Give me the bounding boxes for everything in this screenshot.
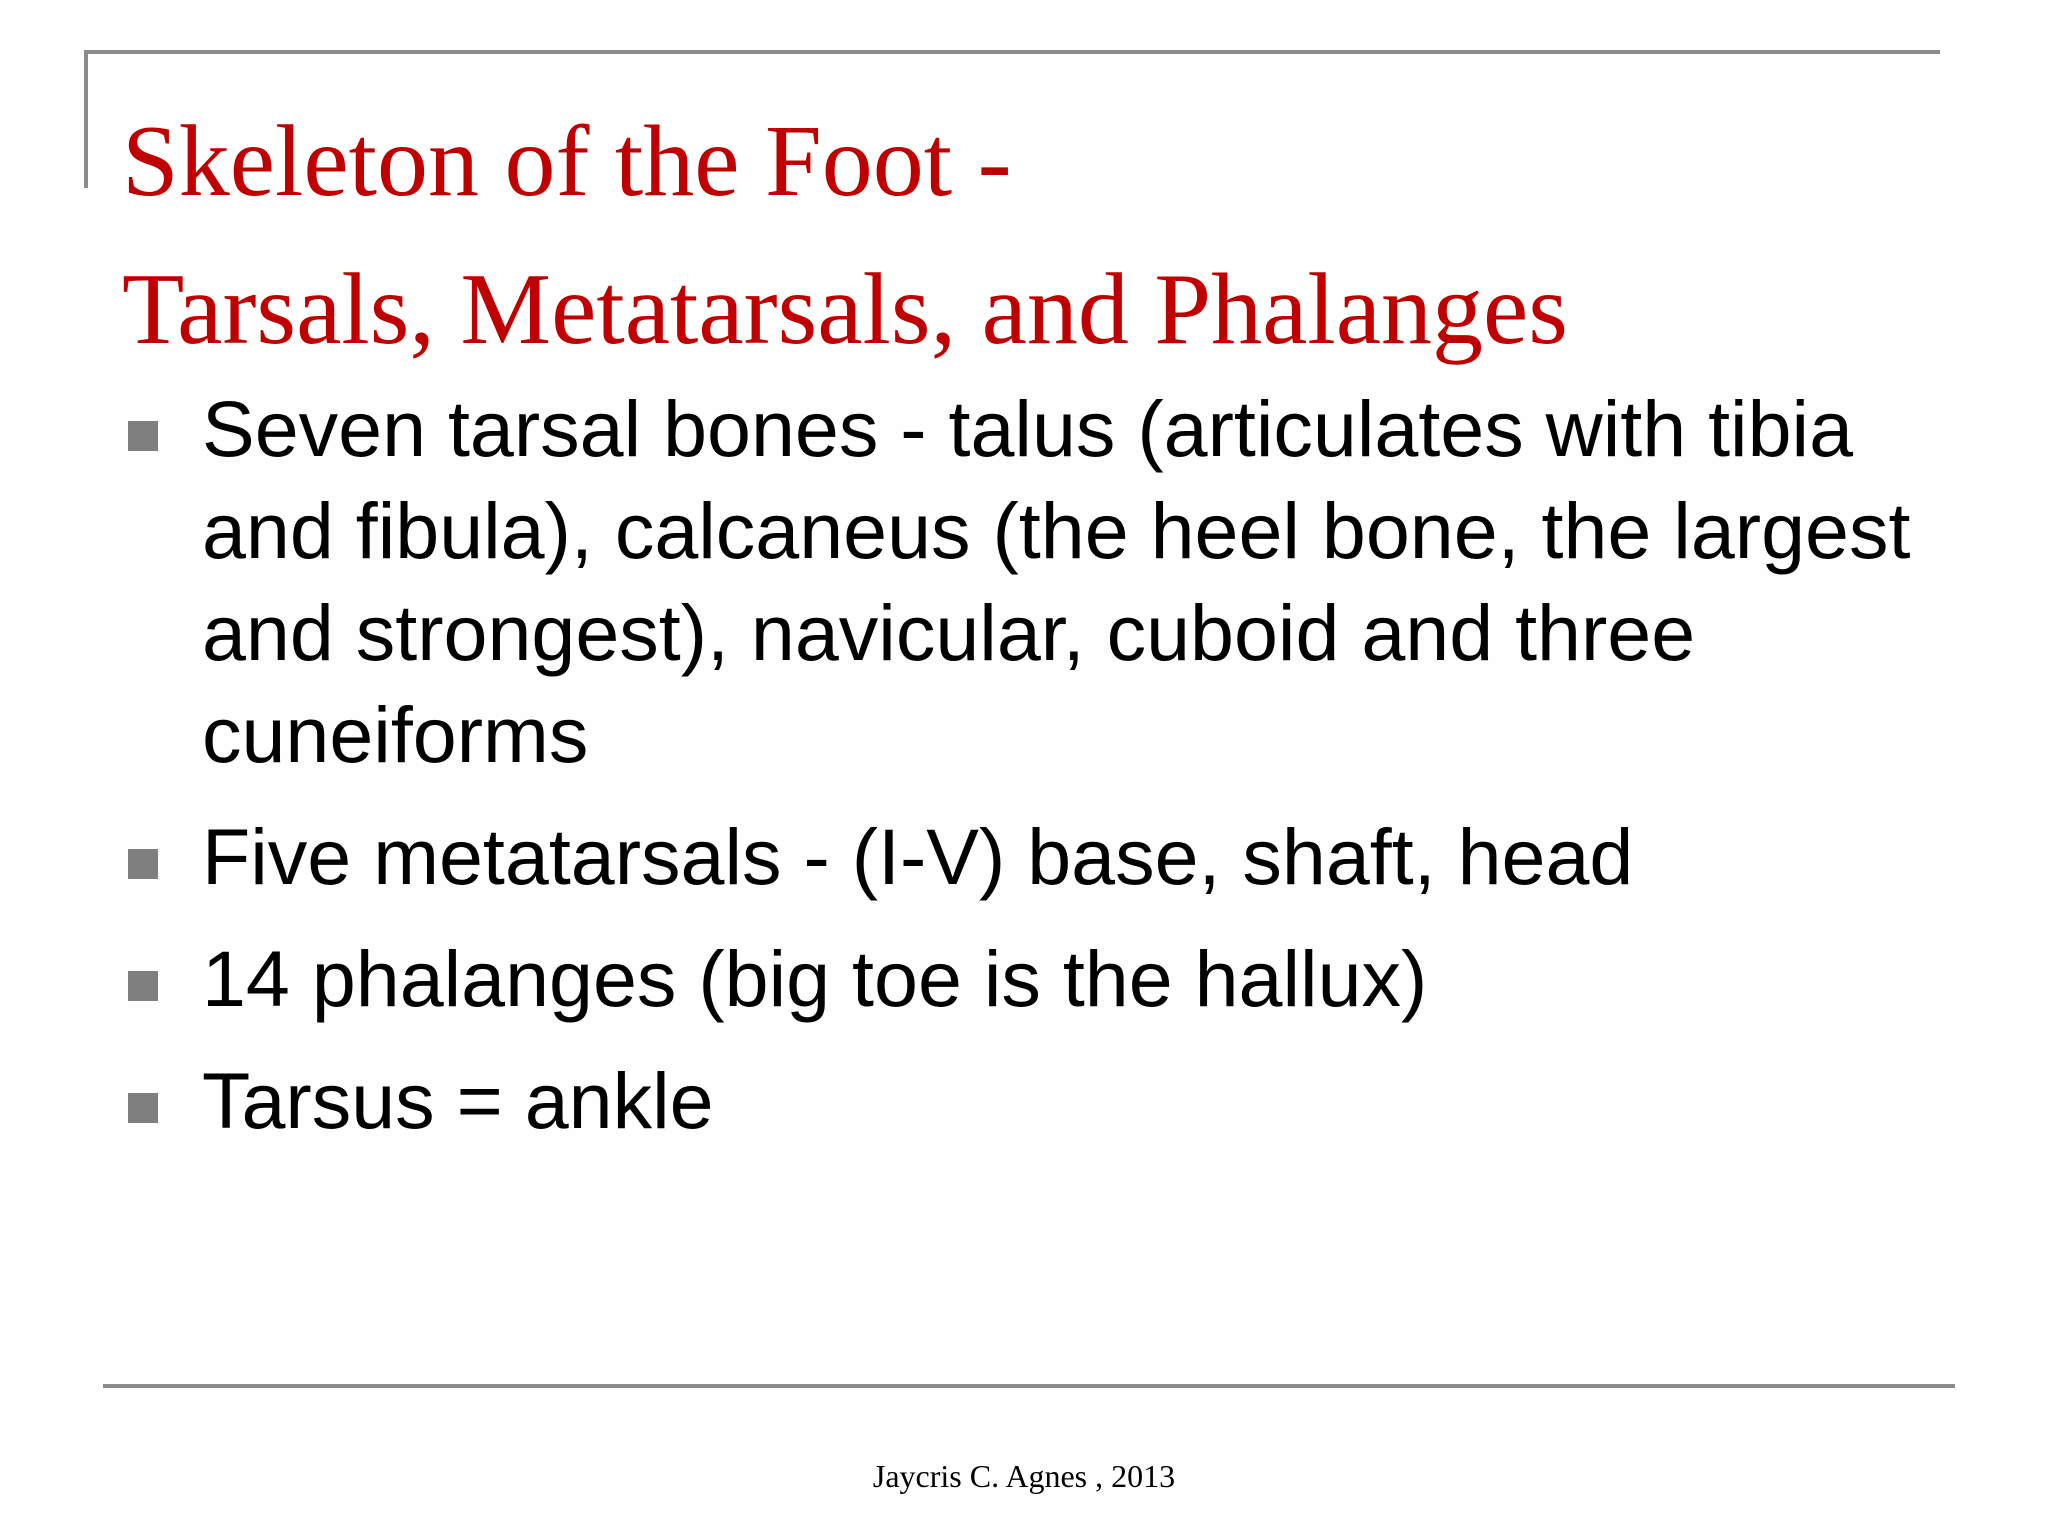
bullet-text: Five metatarsals - (I-V) base, shaft, head xyxy=(202,812,1634,901)
title-line-1: Skeleton of the Foot - xyxy=(122,105,1012,218)
title-line-2: Tarsals, Metatarsals, and Phalanges xyxy=(122,253,1568,366)
bullet-list xyxy=(122,378,1922,1172)
slide-title xyxy=(122,88,1922,384)
left-border-line xyxy=(84,50,88,188)
bullet-item xyxy=(122,928,1922,1030)
bullet-text: Tarsus = ankle xyxy=(202,1056,714,1145)
footer-divider xyxy=(103,1384,1955,1388)
bullet-item xyxy=(122,806,1922,908)
footer-credit: Jaycris C. Agnes , 2013 xyxy=(872,1458,1176,1494)
bullet-item xyxy=(122,1050,1922,1152)
square-bullet-icon xyxy=(128,1093,158,1123)
square-bullet-icon xyxy=(128,971,158,1001)
bullet-text: 14 phalanges (big toe is the hallux) xyxy=(202,934,1428,1023)
bullet-item xyxy=(122,378,1922,786)
square-bullet-icon xyxy=(128,421,158,451)
square-bullet-icon xyxy=(128,849,158,879)
top-border-line xyxy=(84,50,1940,54)
bullet-text: Seven tarsal bones - talus (articulates with tibia and fibula), calcaneus (the heel bone, the largest and strongest), navicular, cuboid and three cuneiforms xyxy=(202,384,1911,779)
